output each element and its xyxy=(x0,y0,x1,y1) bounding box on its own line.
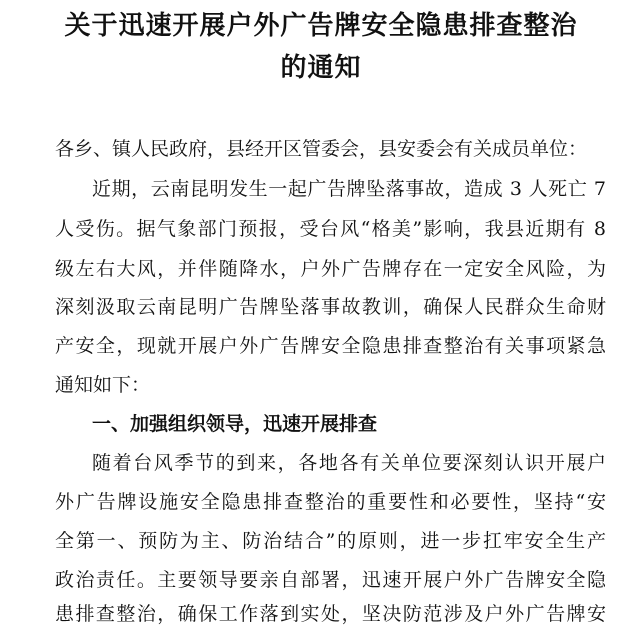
intro-line-1: 近期，云南昆明发生一起广告牌坠落事故，造成 3 人死亡 7 xyxy=(92,178,606,200)
section-1-line-4: 政治责任。主要领导要亲自部署，迅速开展户外广告牌安全隐 xyxy=(55,569,606,591)
salutation: 各乡、镇人民政府，县经开区管委会，县安委会有关成员单位： xyxy=(55,138,588,160)
intro-line-2: 人受伤。据气象部门预报，受台风“格美”影响，我县近期有 8 xyxy=(55,218,606,240)
section-1-line-3: 全第一、预防为主、防治结合”的原则，进一步扛牢安全生产 xyxy=(55,530,606,552)
section-1-line-2: 外广告牌设施安全隐患排查整治的重要性和必要性，坚持“安 xyxy=(55,491,606,513)
section-1-line-5: 患排查整治，确保工作落到实处，坚决防范涉及户外广告牌安 xyxy=(55,603,606,625)
intro-line-6: 通知如下： xyxy=(55,374,151,396)
intro-line-4: 深刻汲取云南昆明广告牌坠落事故教训，确保人民群众生命财 xyxy=(55,296,606,318)
document-title-line-2: 的通知 xyxy=(280,53,362,83)
intro-line-3: 级左右大风，并伴随降水，户外广告牌存在一定安全风险，为 xyxy=(55,258,606,280)
intro-line-5: 产安全，现就开展户外广告牌安全隐患排查整治有关事项紧急 xyxy=(55,335,606,357)
section-1-line-1: 随着台风季节的到来，各地各有关单位要深刻认识开展户 xyxy=(92,452,606,474)
document-title-line-1: 关于迅速开展户外广告牌安全隐患排查整治 xyxy=(64,11,578,41)
section-1-heading: 一、加强组织领导，迅速开展排查 xyxy=(92,413,378,435)
